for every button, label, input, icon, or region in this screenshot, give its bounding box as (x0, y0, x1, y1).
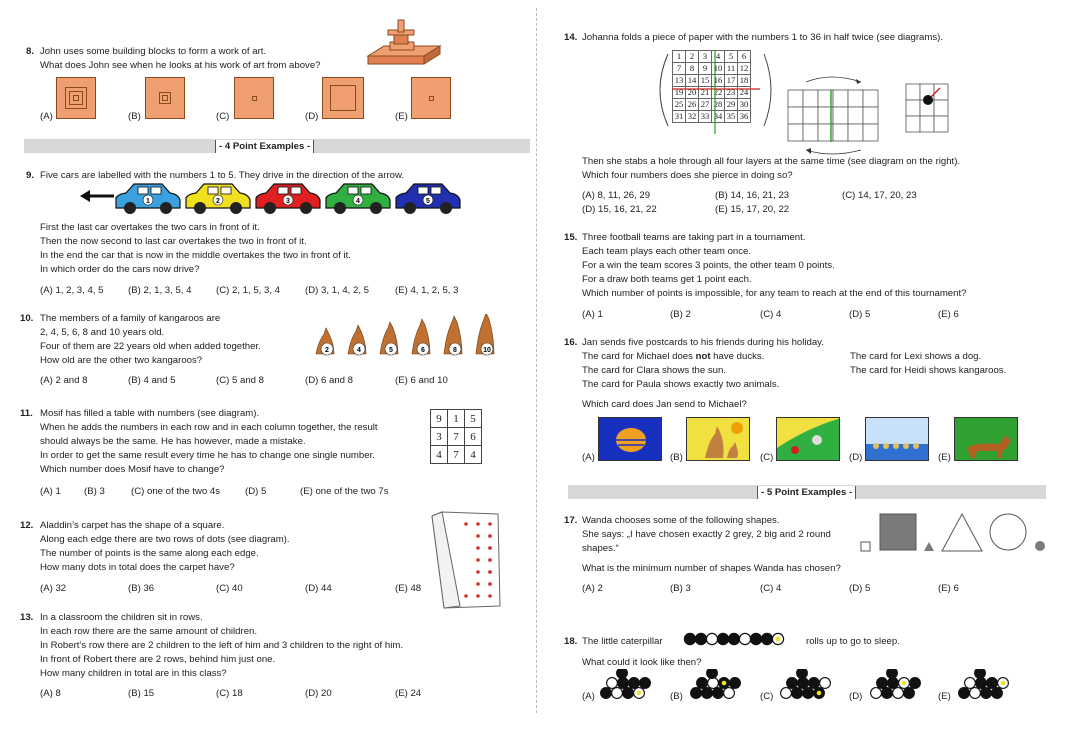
q15-option-a: (A) 1 (582, 309, 603, 320)
small-grey-triangle (924, 542, 934, 551)
postcard-e-dog (954, 417, 1018, 461)
q8-number: 8. (26, 46, 35, 57)
big-grey-square (880, 514, 916, 550)
q10-option-e: (E) 6 and 10 (395, 375, 448, 386)
q10-option-a: (A) 2 and 8 (40, 375, 88, 386)
q15-line-3: For a win the team scores 3 points, the other team 0 points. (582, 260, 835, 271)
q9-title: Five cars are labelled with the numbers 1 to 5. They drive in the direction of the arrow. (40, 170, 405, 181)
q12-option-b: (B) 36 (128, 583, 155, 594)
postcard-c-animals (776, 417, 840, 461)
q9-line-4: In which order do the cars now drive? (40, 264, 200, 275)
q18-rolled-c (774, 669, 844, 705)
svg-text:2: 2 (325, 347, 329, 354)
small-white-square (861, 542, 870, 551)
q12-line-2: Along each edge there are two rows of dots (see diagram). (40, 534, 290, 545)
q10-line-1: The members of a family of kangaroos are (40, 313, 221, 324)
q9-line-2: Then the now second to last car overtakes the two in front of it. (40, 236, 307, 247)
q18-option-b: (B) (670, 691, 683, 702)
q17-title: Wanda chooses some of the following shapes. (582, 515, 780, 526)
svg-text:1: 1 (146, 198, 150, 205)
q17-option-d: (D) 5 (849, 583, 871, 594)
q18-option-e: (E) (938, 691, 951, 702)
car-5 (396, 184, 460, 214)
q17-option-b: (B) 3 (670, 583, 691, 594)
q10-option-b: (B) 4 and 5 (128, 375, 176, 386)
q13-line-1: In a classroom the children sit in rows. (40, 612, 203, 623)
q15-line-1: Three football teams are taking part in a tournament. (582, 232, 806, 243)
q13-option-c: (C) 18 (216, 688, 243, 699)
q14-option-b: (B) 14, 16, 21, 23 (715, 190, 790, 201)
cars-figure (80, 180, 470, 218)
q12-line-1: Aladdin’s carpet has the shape of a square. (40, 520, 225, 531)
q16-option-d: (D) (849, 452, 863, 463)
q13-number: 13. (20, 612, 34, 623)
q11-number-table: 9 1 5 3 7 6 4 7 4 (430, 409, 482, 464)
q16-option-c: (C) (760, 452, 774, 463)
q16-title: Jan sends five postcards to his friends during his holiday. (582, 337, 824, 348)
kangaroo-4 (348, 325, 366, 355)
q13-line-5: How many children in total are in this class? (40, 668, 227, 679)
q15-line-4: For a draw both teams get 1 point each. (582, 274, 752, 285)
q18-question: What could it look like then? (582, 657, 702, 668)
postcard-a-sun (598, 417, 662, 461)
q12-number: 12. (20, 520, 34, 531)
q8-option-e: (E) (395, 111, 408, 122)
q9-number: 9. (26, 170, 35, 181)
q18-rolled-b (684, 669, 754, 705)
q17-option-c: (C) 4 (760, 583, 782, 594)
q12-option-d: (D) 44 (305, 583, 332, 594)
q10-line-2: 2, 4, 5, 6, 8 and 10 years old. (40, 327, 165, 338)
q11-line-5: Which number does Mosif have to change? (40, 464, 225, 475)
kangaroo-8 (444, 316, 462, 355)
kangaroo-5 (380, 322, 398, 355)
q8-view-e (411, 77, 451, 119)
q8-option-d: (D) (305, 111, 319, 122)
q17-question: What is the minimum number of shapes Wanda has chosen? (582, 563, 841, 574)
q16-question: Which card does Jan send to Michael? (582, 399, 747, 410)
q9-option-d: (D) 3, 1, 4, 2, 5 (305, 285, 369, 296)
q13-option-e: (E) 24 (395, 688, 422, 699)
small-grey-circle (1035, 541, 1045, 551)
q11-option-d: (D) 5 (245, 486, 267, 497)
q11-line-1: Mosif has filled a table with numbers (see diagram). (40, 408, 260, 419)
svg-text:4: 4 (357, 347, 361, 354)
q16-heidi: The card for Heidi shows kangaroos. (850, 365, 1007, 376)
q8-option-b: (B) (128, 111, 141, 122)
big-white-circle (990, 514, 1026, 550)
q16-option-a: (A) (582, 452, 595, 463)
kangaroo-2 (316, 328, 334, 355)
paren-left (650, 50, 672, 130)
section-label-4-points: - 4 Point Examples - (215, 140, 314, 153)
q17-option-a: (A) 2 (582, 583, 603, 594)
q8-line-2: What does John see when he looks at his work of art from above? (40, 60, 321, 71)
q14-folded-once (786, 70, 886, 160)
q17-says-1: She says: „I have chosen exactly 2 grey, 2 big and 2 round (582, 529, 831, 540)
q17-shapes (858, 510, 1050, 556)
q12-option-e: (E) 48 (395, 583, 422, 594)
q16-lexi: The card for Lexi shows a dog. (850, 351, 982, 362)
q14-folded-twice (902, 80, 952, 140)
car-3 (256, 184, 320, 214)
q15-option-e: (E) 6 (938, 309, 959, 320)
q15-option-b: (B) 2 (670, 309, 691, 320)
q14-title: Johanna folds a piece of paper with the numbers 1 to 36 in half twice (see diagrams). (582, 32, 944, 43)
q16-michael: The card for Michael does not have ducks. (582, 351, 765, 362)
q10-number: 10. (20, 313, 34, 324)
svg-text:5: 5 (426, 198, 430, 205)
postcard-d-ducks (865, 417, 929, 461)
q8-line-1: John uses some building blocks to form a work of art. (40, 46, 267, 57)
q18-option-a: (A) (582, 691, 595, 702)
q14-line-2: Which four numbers does she pierce in doing so? (582, 170, 793, 181)
q16-number: 16. (564, 337, 578, 348)
q12-option-c: (C) 40 (216, 583, 243, 594)
q16-option-b: (B) (670, 452, 683, 463)
caterpillar-figure (682, 628, 802, 650)
svg-text:8: 8 (453, 347, 457, 354)
q8-view-c (234, 77, 274, 119)
q15-option-c: (C) 4 (760, 309, 782, 320)
q11-option-b: (B) 3 (84, 486, 105, 497)
q9-option-c: (C) 2, 1, 5, 3, 4 (216, 285, 280, 296)
q18-rolled-a (594, 669, 664, 705)
q10-option-c: (C) 5 and 8 (216, 375, 264, 386)
q12-line-4: How many dots in total does the carpet have? (40, 562, 235, 573)
q18-option-c: (C) (760, 691, 774, 702)
section-label-5-points: - 5 Point Examples - (757, 486, 856, 499)
q14-number: 14. (564, 32, 578, 43)
svg-text:10: 10 (483, 347, 491, 354)
q11-option-c: (C) one of the two 4s (131, 486, 221, 497)
q9-option-a: (A) 1, 2, 3, 4, 5 (40, 285, 104, 296)
q13-line-3: In Robert’s row there are 2 children to the left of him and 3 children to the right of him. (40, 640, 403, 651)
q8-view-d (322, 77, 364, 119)
q14-option-a: (A) 8, 11, 26, 29 (582, 190, 651, 201)
q14-option-d: (D) 15, 16, 21, 22 (582, 204, 657, 215)
q17-option-e: (E) 6 (938, 583, 959, 594)
q16-paula: The card for Paula shows exactly two animals. (582, 379, 780, 390)
q9-line-3: In the end the car that is now in the middle overtakes the two in front of it. (40, 250, 351, 261)
q13-line-2: In each row there are the same amount of children. (40, 626, 258, 637)
q10-option-d: (D) 6 and 8 (305, 375, 353, 386)
q15-line-2: Each team plays each other team once. (582, 246, 752, 257)
q18-option-d: (D) (849, 691, 863, 702)
q11-line-2: When he adds the numbers in each row and in each column together, the result (40, 422, 378, 433)
q10-line-4: How old are the other two kangaroos? (40, 355, 203, 366)
q9-option-e: (E) 4, 1, 2, 5, 3 (395, 285, 459, 296)
q8-option-c: (C) (216, 111, 230, 122)
q12-option-a: (A) 32 (40, 583, 67, 594)
q11-option-e: (E) one of the two 7s (300, 486, 389, 497)
q12-line-3: The number of points is the same along each edge. (40, 548, 259, 559)
q14-option-c: (C) 14, 17, 20, 23 (842, 190, 917, 201)
q18-pre: The little caterpillar (582, 636, 663, 647)
kangaroos-figure (308, 314, 508, 358)
q13-line-4: In front of Robert there are 2 rows, behind him just one. (40, 654, 276, 665)
q14-line-1: Then she stabs a hole through all four layers at the same time (see diagram on the right). (582, 156, 961, 167)
q9-option-b: (B) 2, 1, 3, 5, 4 (128, 285, 192, 296)
q14-option-e: (E) 15, 17, 20, 22 (715, 204, 790, 215)
q18-post: rolls up to go to sleep. (806, 636, 900, 647)
postcard-b-kangaroos (686, 417, 750, 461)
car-2 (186, 184, 250, 214)
q18-number: 18. (564, 636, 578, 647)
svg-text:4: 4 (356, 198, 360, 205)
direction-arrow-icon (80, 190, 114, 202)
q18-rolled-d (864, 669, 934, 705)
q8-view-a (56, 77, 96, 119)
kangaroo-6 (412, 319, 430, 355)
q14-fold-lines (672, 50, 762, 140)
building-blocks-figure (364, 18, 444, 74)
q13-option-b: (B) 15 (128, 688, 155, 699)
q18-rolled-e (952, 669, 1022, 705)
column-divider (536, 8, 537, 713)
big-white-triangle (942, 514, 982, 551)
q14-number-grid: 1 2 3 4 5 6 7 8 9 10 11 12 13 14 15 16 17 18 19 20 21 22 23 24 25 26 27 28 29 30 31 32 33 34 35 36 (672, 50, 751, 123)
svg-text:6: 6 (421, 347, 425, 354)
svg-text:3: 3 (286, 198, 290, 205)
q10-line-3: Four of them are 22 years old when added together. (40, 341, 261, 352)
q11-line-4: In order to get the same result every time he has to change one single number. (40, 450, 375, 461)
kangaroo-10 (476, 314, 494, 355)
svg-text:2: 2 (216, 198, 220, 205)
q16-option-e: (E) (938, 452, 951, 463)
carpet-figure (430, 510, 506, 610)
car-1 (116, 184, 180, 214)
q11-line-3: should always be the same. He has however, made a mistake. (40, 436, 306, 447)
q17-number: 17. (564, 515, 578, 526)
q8-view-b (145, 77, 185, 119)
q15-number: 15. (564, 232, 578, 243)
q13-option-d: (D) 20 (305, 688, 332, 699)
q15-option-d: (D) 5 (849, 309, 871, 320)
q16-clara: The card for Clara shows the sun. (582, 365, 726, 376)
q9-line-1: First the last car overtakes the two cars in front of it. (40, 222, 260, 233)
q8-option-a: (A) (40, 111, 53, 122)
q11-option-a: (A) 1 (40, 486, 61, 497)
q11-number: 11. (20, 408, 33, 419)
svg-text:5: 5 (389, 347, 393, 354)
q17-says-2: shapes.“ (582, 543, 619, 554)
q13-option-a: (A) 8 (40, 688, 61, 699)
car-4 (326, 184, 390, 214)
q15-line-5: Which number of points is impossible, for any team to reach at the end of this tournament? (582, 288, 967, 299)
paren-right (760, 50, 780, 130)
